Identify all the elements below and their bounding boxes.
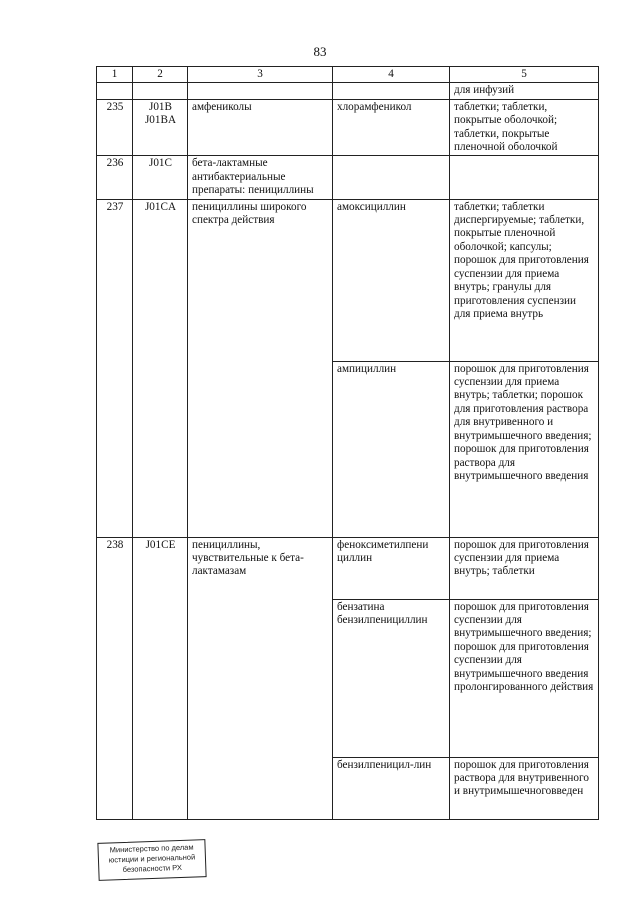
cell-drug-name: бензилпеницил-лин	[333, 757, 450, 819]
cell-dosage-form: порошок для приготовления суспензии для приема внутрь; таблетки; порошок для приготовления раствора для внутривенного и внутримышечного введения; порошок для приготовления раствора для внутримышечного введения	[450, 361, 599, 537]
cell-group-name: бета-лактамные антибактериальные препараты: пенициллины	[188, 156, 333, 199]
cell-atc-code: J01B J01BA	[133, 99, 188, 156]
cell-dosage-form: таблетки; таблетки, покрытые оболочкой; таблетки, покрытые пленочной оболочкой	[450, 99, 599, 156]
cell-empty	[133, 83, 188, 99]
table-row	[97, 199, 599, 361]
table-row	[97, 99, 599, 156]
cell-group-name: амфениколы	[188, 99, 333, 156]
cell-row-number: 238	[97, 537, 133, 819]
page-number: 83	[313, 44, 327, 59]
cell-empty	[97, 83, 133, 99]
cell-drug-name: амоксициллин	[333, 199, 450, 361]
cell-drug-name	[333, 156, 450, 199]
cell-row-number: 235	[97, 99, 133, 156]
table-header-row	[97, 67, 599, 83]
column-header: 1	[97, 67, 133, 83]
cell-dosage-form: порошок для приготовления раствора для внутривенного и внутримышечноговведен	[450, 757, 599, 819]
table-row-continuation	[97, 83, 599, 99]
cell-dosage-form: для инфузий	[450, 83, 599, 99]
cell-drug-name: феноксиметилпени циллин	[333, 537, 450, 599]
table-row	[97, 537, 599, 599]
cell-drug-name: бензатина бензилпенициллин	[333, 599, 450, 757]
cell-drug-name: хлорамфеникол	[333, 99, 450, 156]
cell-row-number: 237	[97, 199, 133, 537]
drug-list-table	[96, 66, 599, 820]
cell-empty	[333, 83, 450, 99]
cell-row-number: 236	[97, 156, 133, 199]
stamp-line: Министерство по делам	[109, 842, 194, 855]
column-header: 2	[133, 67, 188, 83]
ministry-stamp	[97, 839, 206, 881]
cell-dosage-form: порошок для приготовления суспензии для внутримышечного введения; порошок для приготовления суспензии для внутримышечного введения пролонгированного действия	[450, 599, 599, 757]
cell-atc-code: J01CA	[133, 199, 188, 537]
column-header: 3	[188, 67, 333, 83]
table-row	[97, 156, 599, 199]
cell-empty	[188, 83, 333, 99]
stamp-line: юстиции и региональной	[108, 852, 196, 865]
cell-dosage-form: порошок для приготовления суспензии для приема внутрь; таблетки	[450, 537, 599, 599]
stamp-line: безопасности РХ	[122, 862, 183, 875]
cell-group-name: пенициллины, чувствительные к бета-лактамазам	[188, 537, 333, 819]
cell-dosage-form	[450, 156, 599, 199]
cell-group-name: пенициллины широкого спектра действия	[188, 199, 333, 537]
column-header: 5	[450, 67, 599, 83]
cell-dosage-form: таблетки; таблетки диспергируемые; таблетки, покрытые пленочной оболочкой; капсулы; порошок для приготовления суспензии для приема внутрь; гранулы для приготовления суспензии для приема внутрь	[450, 199, 599, 361]
cell-drug-name: ампициллин	[333, 361, 450, 537]
column-header: 4	[333, 67, 450, 83]
cell-atc-code: J01CE	[133, 537, 188, 819]
cell-atc-code: J01C	[133, 156, 188, 199]
